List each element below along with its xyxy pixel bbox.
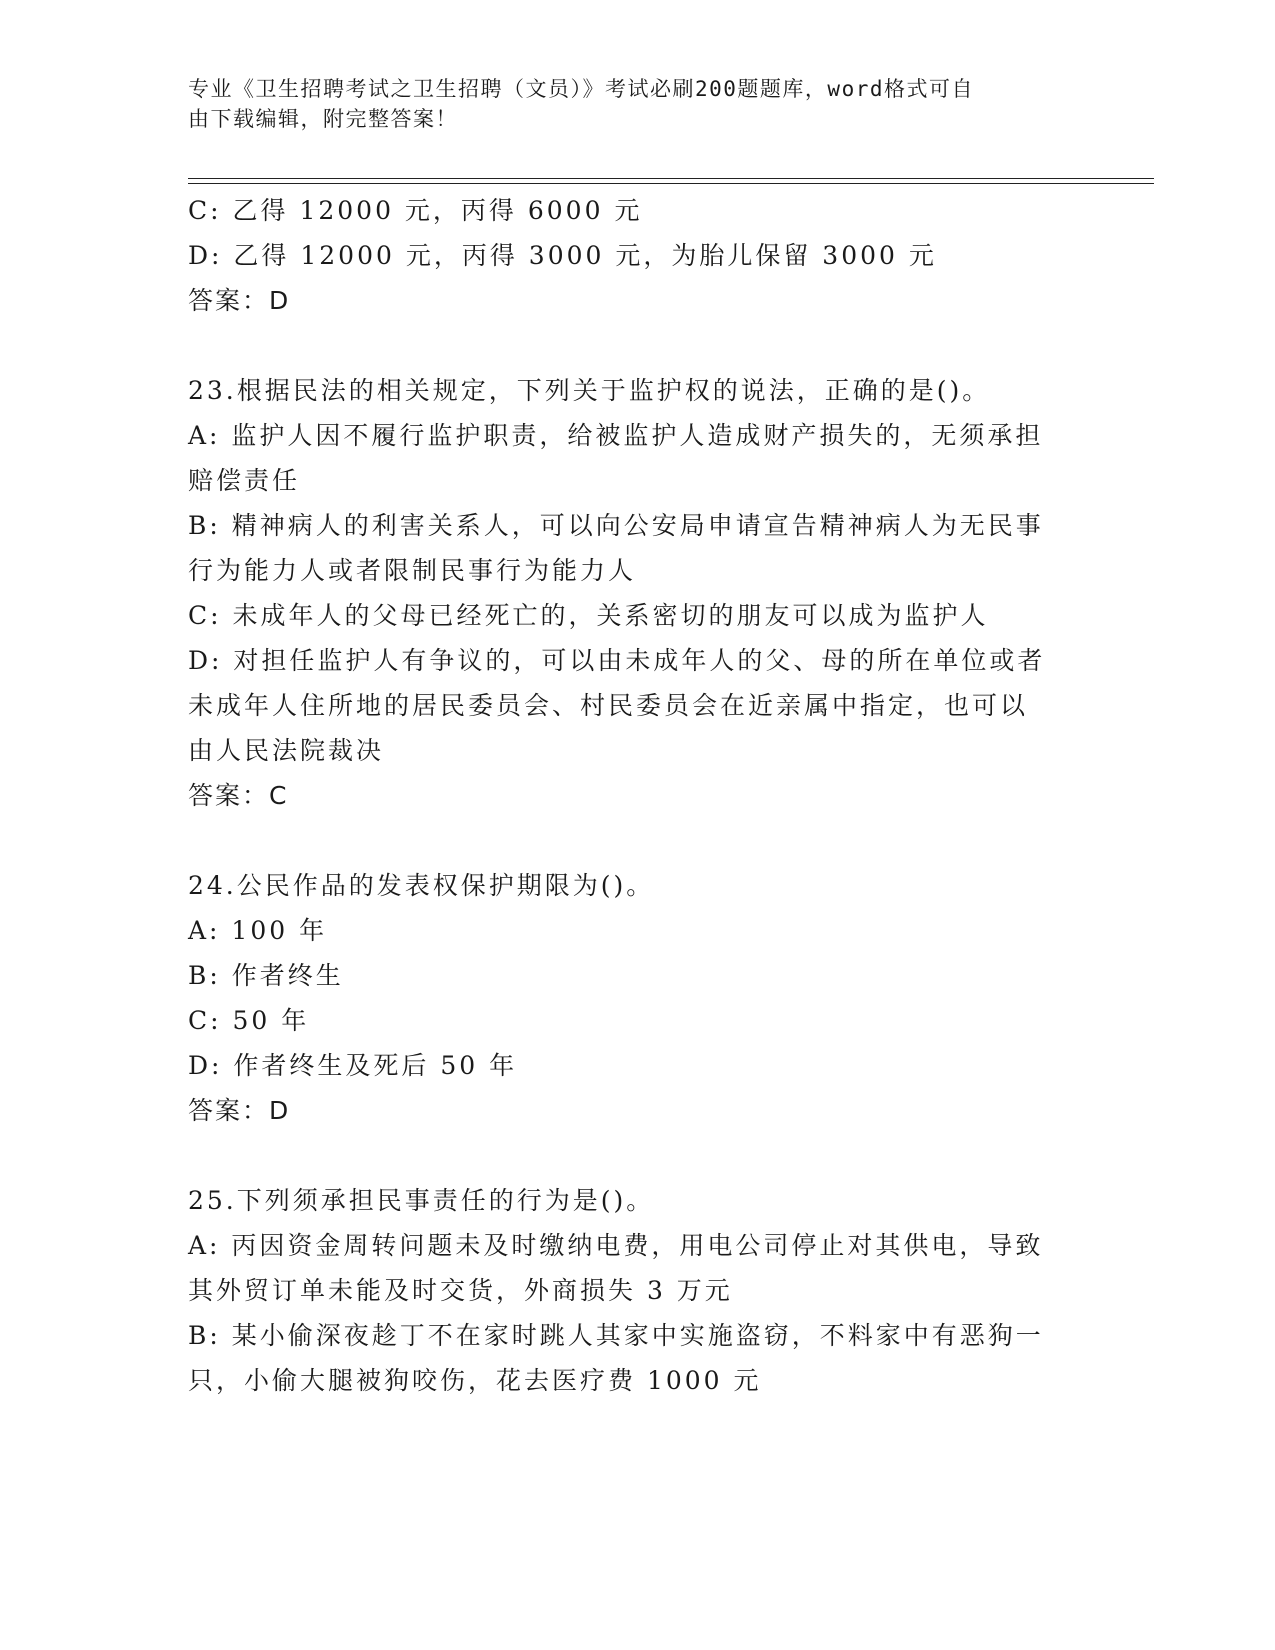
option-a: A: 100 年 [188,916,328,945]
header-divider-bottom [188,183,1154,184]
option-d: D: 对担任监护人有争议的，可以由未成年人的父、母的所在单位或者 [188,646,1046,675]
question-24 [188,863,1078,1133]
answer-line: 答案：D [188,1096,291,1125]
option-d: D: 乙得 12000 元，丙得 3000 元，为胎儿保留 3000 元 [188,241,937,270]
option-b-continued: 只，小偷大腿被狗咬伤，花去医疗费 1000 元 [188,1366,762,1395]
option-d-continued: 未成年人住所地的居民委员会、村民委员会在近亲属中指定，也可以 [188,691,1029,720]
document-body [188,188,1078,1403]
option-b: B: 精神病人的利害关系人，可以向公安局申请宣告精神病人为无民事 [188,511,1044,540]
spacer [188,323,1078,368]
option-d: D: 作者终生及死后 50 年 [188,1051,518,1080]
option-a: A: 丙因资金周转问题未及时缴纳电费，用电公司停止对其供电，导致 [188,1231,1044,1260]
spacer [188,818,1078,863]
option-c: C: 50 年 [188,1006,310,1035]
header-title-line-2: 由下载编辑，附完整答案！ [188,107,458,131]
question-25 [188,1178,1078,1403]
option-b: B: 某小偷深夜趁丁不在家时跳人其家中实施盗窃，不料家中有恶狗一 [188,1321,1044,1350]
question-23 [188,368,1078,818]
option-c: C: 乙得 12000 元，丙得 6000 元 [188,196,643,225]
option-c: C: 未成年人的父母已经死亡的，关系密切的朋友可以成为监护人 [188,601,989,630]
spacer [188,1133,1078,1178]
answer-line: 答案：D [188,286,291,315]
answer-line: 答案：C [188,781,289,810]
option-a-continued: 赔偿责任 [188,466,301,495]
option-b-continued: 行为能力人或者限制民事行为能力人 [188,556,637,585]
question-text: 25.下列须承担民事责任的行为是()。 [188,1186,655,1215]
option-a: A: 监护人因不履行监护职责，给被监护人造成财产损失的，无须承担 [188,421,1044,450]
question-text: 23.根据民法的相关规定，下列关于监护权的说法，正确的是()。 [188,376,991,405]
option-a-continued: 其外贸订单未能及时交货，外商损失 3 万元 [188,1276,733,1305]
header-divider-top [188,178,1154,179]
question-text: 24.公民作品的发表权保护期限为()。 [188,871,655,900]
header-title-line-1: 专业《卫生招聘考试之卫生招聘（文员）》考试必刷200题题库，word格式可自 [188,77,974,101]
question-22-continued [188,188,1078,323]
option-d-continued: 由人民法院裁决 [188,736,385,765]
document-header [188,74,1068,134]
option-b: B: 作者终生 [188,961,344,990]
